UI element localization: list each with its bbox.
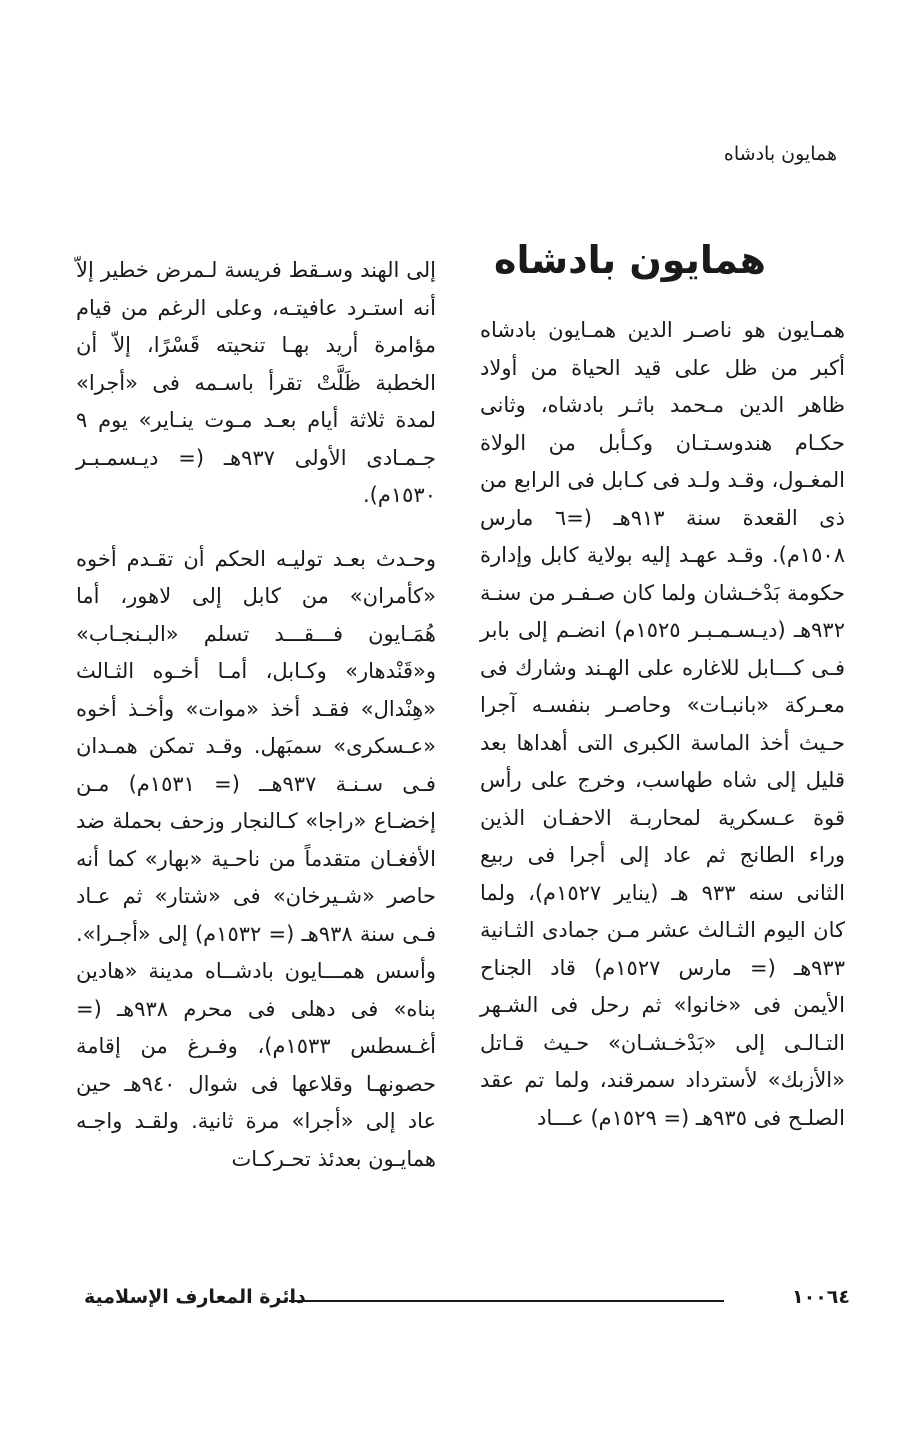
publication-title: دائرة المعارف الإسلامية bbox=[84, 1286, 306, 1308]
text-column-right bbox=[480, 312, 845, 1137]
page-number: ١٠٠٦٤ bbox=[792, 1286, 850, 1308]
paragraph: وحـدث بعـد توليـه الحكم أن تقـدم أخوه «كأمران» من كابل إلى لاهور، أما هُمَـايون فـــقـــد تسلم «البـنجـاب» و«قَنْدهار» وكـابل، أمـا أخـوه الثـالث «هِنْدال» فقـد أخذ «موات» وأخـذ أخوه «عـسكرى» سمبَهل. وقـد تمكن همـدان فـى سـنـة ٩٣٧هــ (= ١٥٣١م) مـن إخضـاع «راجا» كـالنجار وزحف بحملة ضد الأفغـان متقدماً من ناحـية «بهار» كما أنه حاصر «شـيرخان» فى «شتار» ثم عـاد فـى سنة ٩٣٨هـ (= ١٥٣٢م) إلى «أجـرا». وأسس همـــايون بادشــاه مدينة «هادين بناه» فى دهلى فى محرم ٩٣٨هـ (= أغـسطس ١٥٣٣م)، وفـرغ من إقامة حصونهـا وقلاعها فى شوال ٩٤٠هـ حين عاد إلى «أجرا» مرة ثانية. ولقـد واجـه همايـون بعدئذ تحـركـات bbox=[76, 546, 436, 1171]
text-column-left bbox=[76, 252, 436, 1178]
running-header: همايون بادشاه bbox=[723, 143, 837, 165]
paragraph: إلى الهند وسـقط فريسة لـمرض خطير إلاّ أنه استـرد عافيتـه، وعلى الرغم من قيام مؤامرة أريد بهـا تنحيته قَسْرًا، إلاّ أن الخطبة ظَلَّتْ تقرأ باسـمه فى «أجرا» لمدة ثلاثة أيام بعـد مـوت ينـاير» يوم ٩ جـمـادى الأولى ٩٣٧هـ (= ديـسمـبـر ١٥٣٠م). bbox=[76, 258, 436, 507]
page-footer bbox=[84, 1286, 850, 1316]
footer-divider bbox=[289, 1300, 724, 1302]
paragraph: همـايون هو ناصـر الدين همـايون بادشاه أكبر من ظل على قيد الحياة من أولاد ظاهر الدين مـحمد باثـر بادشاه، وثانى حكـام هندوسـتـان وكـأبل من الولاة المغـول، وقـد ولـد فى كـابل فى الرابع من ذى القعدة سنة ٩١٣هـ (=٦ مارس ١٥٠٨م). وقـد عهـد إليه بولاية كابل وإدارة حكومة بَدْخـشان ولما كان صـفـر من سنـة ٩٣٢هـ (ديـسـمـبـر ١٥٢٥م) انضـم إلى بابر فـى كـــابل للاغاره على الهـند وشارك فى معـركة «بانبـات» وحاصـر بنفسـه آجرا حـيث أخذ الماسة الكبرى التى أهداها بعد قليل إلى شاه طهاسب، وخرج على رأس قوة عـسكرية لمحاربـة الاحفـان الذين وراء الطانج ثم عاد إلى أجرا فى ربيع الثانى سنه ٩٣٣ هـ (يناير ١٥٢٧م)، ولما كان اليوم الثـالث عشر مـن جمادى الثـانية ٩٣٣هـ (= مارس ١٥٢٧م) قاد الجناح الأيمن فى «خانوا» ثم رحل فى الشـهر التـالـى إلى «بَدْخـشـان» حـيث قـاتل «الأزبك» لأسترداد سمرقند، ولما تم عقد الصلـح فى ٩٣٥هـ (= ١٥٢٩م) عـــاد bbox=[480, 318, 845, 1130]
article-title: همايون بادشاه bbox=[494, 238, 766, 282]
